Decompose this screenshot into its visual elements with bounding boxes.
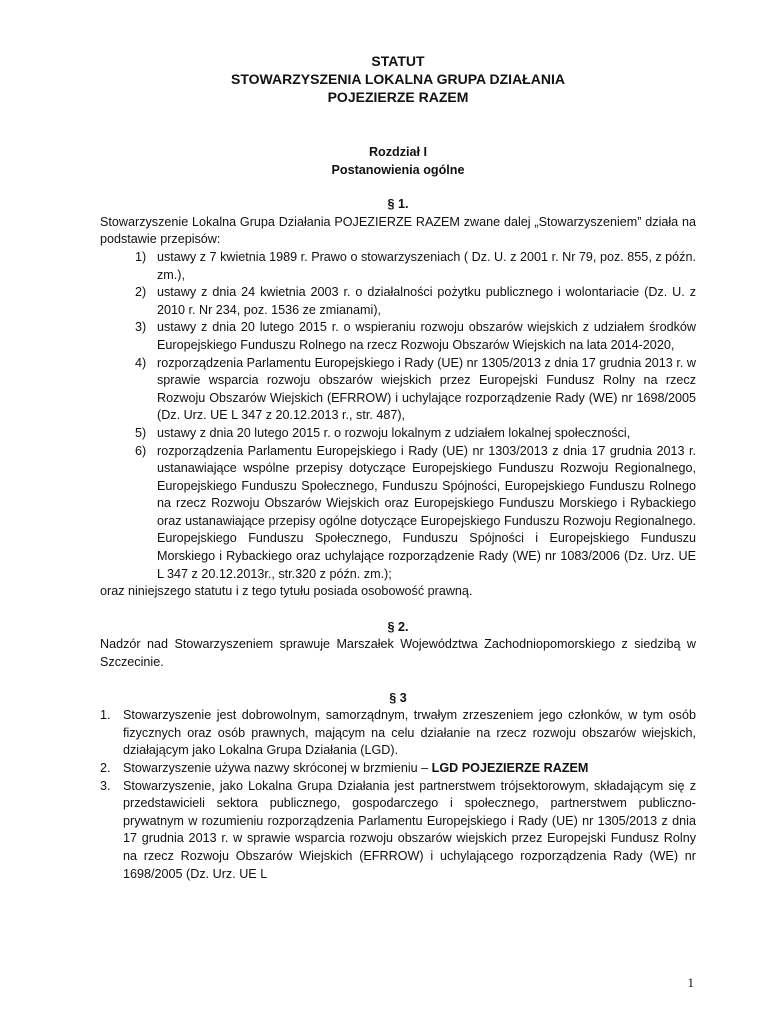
association-subname: POJEZIERZE RAZEM: [327, 89, 469, 105]
list-item-text: ustawy z dnia 20 lutego 2015 r. o wspieraniu rozwoju obszarów wiejskich z udziałem środków Europejskiego Funduszu Rolnego na rzecz Rozwoju Obszarów Wiejskich na lata 2014-2020,: [157, 320, 696, 352]
list-item-number: 3.: [100, 778, 111, 793]
statute-title: STATUT: [371, 53, 425, 69]
list-item-text: Stowarzyszenie używa nazwy skróconej w brzmieniu –: [123, 761, 432, 775]
chapter-label: Rozdział I: [368, 145, 428, 159]
list-item: [100, 249, 696, 284]
list-item: [100, 355, 696, 425]
list-item-text: ustawy z dnia 20 lutego 2015 r. o rozwoju lokalnym z udziałem lokalnej społeczności,: [157, 425, 631, 440]
section-2-heading: § 2.: [387, 619, 409, 634]
short-name: LGD POJEZIERZE RAZEM: [431, 761, 589, 775]
list-item-number: 1): [135, 249, 147, 264]
list-item: [100, 760, 696, 778]
list-item-number: 2): [135, 285, 147, 300]
chapter-name: Postanowienia ogólne: [331, 162, 465, 177]
list-item-number: 6): [135, 443, 147, 458]
list-item: [100, 425, 696, 443]
list-item-number: 3): [135, 320, 147, 335]
document-page: [100, 52, 696, 883]
list-item: [100, 707, 696, 760]
list-item-number: 5): [135, 425, 147, 440]
list-item: [100, 778, 696, 884]
list-item-number: 2.: [100, 761, 111, 775]
section-1-intro: Stowarzyszenie Lokalna Grupa Działania POJEZIERZE RAZEM zwane dalej „Stowarzyszeniem” działa na podstawie przepisów:: [100, 214, 696, 247]
list-item-text: ustawy z dnia 24 kwietnia 2003 r. o działalności pożytku publicznego i wolontariacie (Dz. U. z 2010 r. Nr 234, poz. 1536 ze zmianami),: [157, 285, 696, 317]
section-1-closing: oraz niniejszego statutu i z tego tytułu posiada osobowość prawną.: [100, 584, 473, 599]
section-1-list: [100, 249, 696, 583]
list-item: [100, 319, 696, 354]
list-item-number: 4): [135, 355, 147, 370]
list-item-text: Stowarzyszenie, jako Lokalna Grupa Działania jest partnerstwem trójsektorowym, składającym się z przedstawicieli sektora publicznego, gospodarczego i społecznego, partnerstwem publiczno-prywatnym w rozumieniu rozporządzenia Parlamentu Europejskiego i Rady (UE) nr 1305/2013 z dnia 17 grudnia 2013 r. w sprawie wsparcia rozwoju obszarów wiejskich przez Europejski Fundusz Rolny na rzecz Rozwoju Obszarów Wiejskich (EFRROW) i uchylającego rozporządzenia Rady (WE) nr 1698/2005 (Dz. Urz. UE L: [123, 778, 696, 881]
section-3-list: [100, 707, 696, 883]
list-item-text: rozporządzenia Parlamentu Europejskiego i Rady (UE) nr 1305/2013 z dnia 17 grudnia 2013 r. w sprawie wsparcia rozwoju obszarów wiejskich przez Europejski Fundusz Rolny na rzecz Rozwoju Obszarów Wiejskich (EFRROW) i uchylające rozporządzenie Rady (WE) nr 1698/2005 (Dz. Urz. UE L 347 z 20.12.2013 r., str. 487),: [157, 355, 696, 423]
list-item: [100, 284, 696, 319]
list-item-text: Stowarzyszenie jest dobrowolnym, samorządnym, trwałym zrzeszeniem jego członków, w tym osób fizycznych oraz osób prawnych, mającym na celu działanie na rzecz rozwoju obszarów wiejskich, działającym jako Lokalna Grupa Działania (LGD).: [123, 708, 696, 758]
section-2-text: Nadzór nad Stowarzyszeniem sprawuje Marszałek Województwa Zachodniopomorskiego z siedzibą w Szczecinie.: [100, 637, 696, 670]
section-3-heading: § 3: [389, 690, 407, 705]
list-item-number: 1.: [100, 708, 111, 723]
list-item-text: rozporządzenia Parlamentu Europejskiego i Rady (UE) nr 1303/2013 z dnia 17 grudnia 2013 r. ustanawiające wspólne przepisy dotyczące Europejskiego Funduszu Rozwoju Regionalnego, Europejskiego Funduszu Społecznego, Funduszu Spójności, Europejskiego Funduszu Rolnego na rzecz Rozwoju Obszarów Wiejskich oraz Europejskiego Funduszu Morskiego i Rybackiego oraz ustanawiające przepisy ogólne dotyczące Europejskiego Funduszu Rozwoju Regionalnego. Europejskiego Funduszu Społecznego, Funduszu Spójności i Europejskiego Funduszu Morskiego i Rybackiego oraz uchylające rozporządzenie Rady (WE) nr 1083/2006 (Dz. Urz. UE L 347 z 20.12.2013r., str.320 z późn. zm.);: [157, 443, 696, 581]
section-1-heading: § 1.: [387, 197, 409, 212]
list-item-text: ustawy z 7 kwietnia 1989 r. Prawo o stowarzyszeniach ( Dz. U. z 2001 r. Nr 79, poz. 855, z późn. zm.),: [157, 249, 696, 282]
list-item: [100, 443, 696, 584]
page-number: 1: [687, 975, 694, 990]
association-name: STOWARZYSZENIA LOKALNA GRUPA DZIAŁANIA: [231, 71, 565, 87]
